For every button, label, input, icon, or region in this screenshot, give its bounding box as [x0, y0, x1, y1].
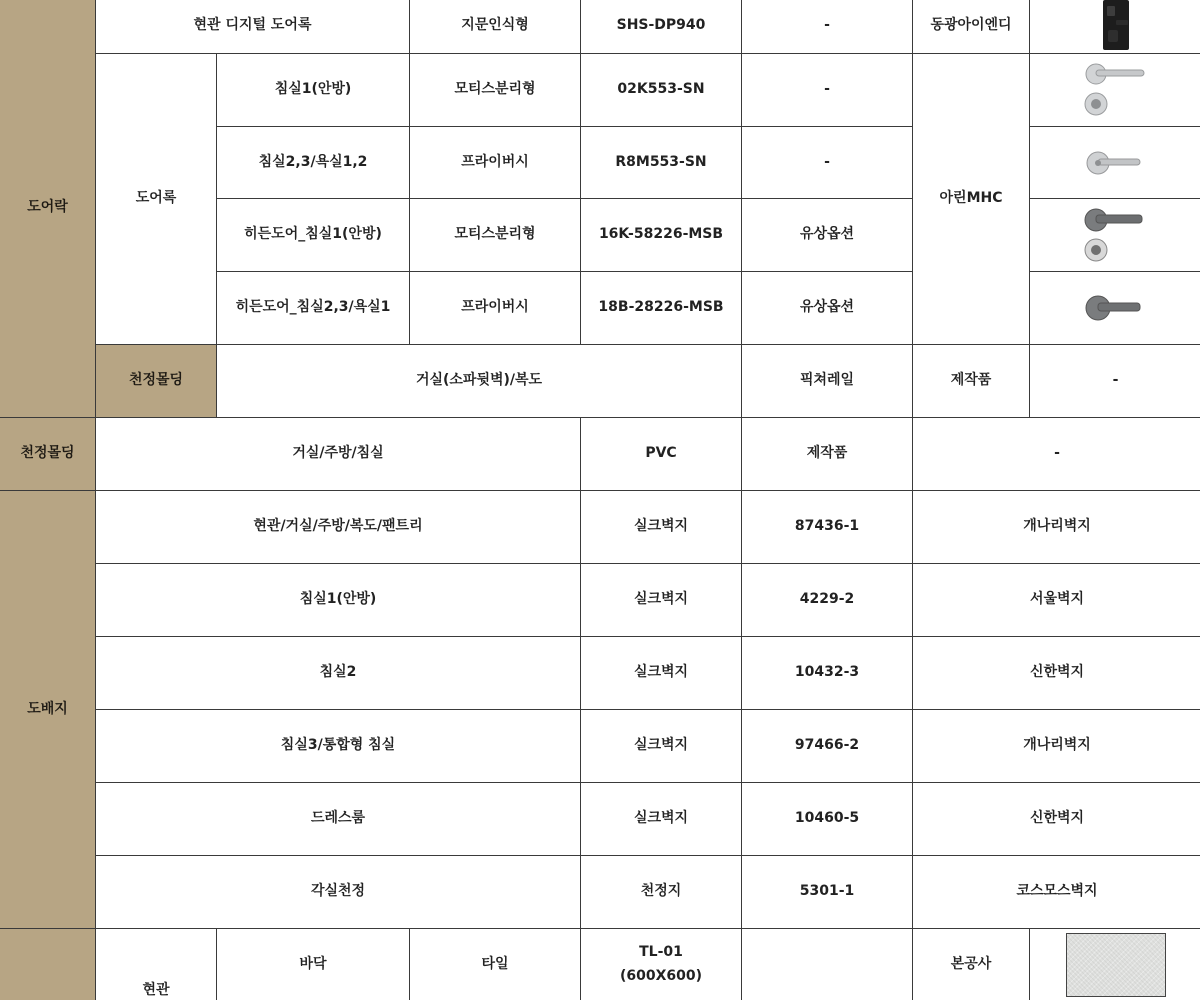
location-cell: 바닥 — [217, 929, 410, 1000]
note-cell — [742, 929, 913, 1000]
location-cell: 드레스룸 — [96, 783, 581, 856]
category-cell: 천정몰딩 — [0, 418, 96, 491]
type-cell: 타일 — [410, 929, 581, 1000]
maker-cell: 본공사 — [913, 929, 1030, 1000]
type-cell: 지문인식형 — [410, 0, 581, 54]
table-row — [0, 564, 1200, 637]
model-cell — [581, 929, 742, 1000]
location-cell: 침실1(안방) — [217, 54, 410, 127]
type-cell: 모티스분리형 — [410, 54, 581, 127]
table-row — [0, 856, 1200, 929]
category-cell: 도배지 — [0, 491, 96, 929]
model-cell: 10460-5 — [742, 783, 913, 856]
maker-cell: 신한벽지 — [913, 637, 1200, 710]
tile-swatch-image — [1066, 933, 1166, 997]
model-cell: 97466-2 — [742, 710, 913, 783]
type-cell: 프라이버시 — [410, 272, 581, 345]
digital-door-lock-image — [1096, 0, 1136, 52]
location-cell: 거실(소파뒷벽)/복도 — [217, 345, 742, 418]
note-cell: - — [742, 127, 913, 199]
model-cell: 87436-1 — [742, 491, 913, 564]
model-cell: 제작품 — [913, 345, 1030, 418]
dark-lever-handle-with-cylinder-image — [1076, 204, 1156, 266]
type-cell: 실크벽지 — [581, 783, 742, 856]
model-line: (600X600) — [619, 968, 703, 984]
lever-handle-with-cylinder-image — [1076, 60, 1156, 120]
type-cell: 실크벽지 — [581, 491, 742, 564]
maker-cell: 코스모스벽지 — [913, 856, 1200, 929]
category-cell: 천정몰딩 — [96, 345, 217, 418]
type-cell: PVC — [581, 418, 742, 491]
group-label: 현관 — [142, 982, 170, 999]
model-cell: 18B-28226-MSB — [581, 272, 742, 345]
location-cell: 침실1(안방) — [96, 564, 581, 637]
table-row — [0, 637, 1200, 710]
note-cell: 유상옵션 — [742, 199, 913, 272]
model-cell: 제작품 — [742, 418, 913, 491]
type-cell: 픽쳐레일 — [742, 345, 913, 418]
type-cell: 실크벽지 — [581, 564, 742, 637]
location-cell: 히든도어_침실2,3/욕실1 — [217, 272, 410, 345]
type-cell: 실크벽지 — [581, 710, 742, 783]
location-cell: 침실2,3/욕실1,2 — [217, 127, 410, 199]
note-cell: - — [742, 0, 913, 54]
location-cell: 침실2 — [96, 637, 581, 710]
image-cell — [1030, 929, 1200, 1000]
location-cell: 현관/거실/주방/복도/팬트리 — [96, 491, 581, 564]
model-cell: 5301-1 — [742, 856, 913, 929]
type-cell: 프라이버시 — [410, 127, 581, 199]
model-cell: 10432-3 — [742, 637, 913, 710]
maker-cell: 개나리벽지 — [913, 491, 1200, 564]
model-cell: 4229-2 — [742, 564, 913, 637]
type-cell: 모티스분리형 — [410, 199, 581, 272]
maker-cell: 아린MHC — [913, 54, 1030, 345]
image-cell — [1030, 127, 1200, 199]
location-cell: 거실/주방/침실 — [96, 418, 581, 491]
maker-cell: 신한벽지 — [913, 783, 1200, 856]
model-line: TL-01 — [639, 944, 683, 961]
type-cell: 천정지 — [581, 856, 742, 929]
table-row — [0, 783, 1200, 856]
location-cell: 히든도어_침실1(안방) — [217, 199, 410, 272]
note-cell: 유상옵션 — [742, 272, 913, 345]
group-cell: 도어록 — [96, 54, 217, 345]
location-cell: 각실천정 — [96, 856, 581, 929]
note-cell: - — [742, 54, 913, 127]
maker-cell: 개나리벽지 — [913, 710, 1200, 783]
image-cell — [1030, 199, 1200, 272]
table-row — [0, 345, 1200, 418]
type-cell: 실크벽지 — [581, 637, 742, 710]
table-row — [0, 491, 1200, 564]
location-cell: 침실3/통합형 침실 — [96, 710, 581, 783]
category-cell — [0, 929, 96, 1000]
dark-lever-handle-image — [1076, 288, 1156, 328]
model-cell: SHS-DP940 — [581, 0, 742, 54]
model-cell: 02K553-SN — [581, 54, 742, 127]
image-cell — [1030, 0, 1200, 54]
table-row — [0, 54, 1200, 127]
maker-cell: 동광아이엔디 — [913, 0, 1030, 54]
location-cell: 현관 디지털 도어록 — [96, 0, 410, 54]
model-cell: R8M553-SN — [581, 127, 742, 199]
maker-cell: 서울벽지 — [913, 564, 1200, 637]
image-cell — [1030, 54, 1200, 127]
image-cell — [1030, 272, 1200, 345]
group-cell — [96, 929, 217, 1000]
table-row — [0, 929, 1200, 1000]
table-row — [0, 710, 1200, 783]
maker-cell: - — [1030, 345, 1200, 418]
maker-cell: - — [913, 418, 1200, 491]
table-row — [0, 0, 1200, 54]
lever-handle-image — [1076, 143, 1156, 183]
model-cell: 16K-58226-MSB — [581, 199, 742, 272]
table-row — [0, 418, 1200, 491]
category-cell: 도어락 — [0, 0, 96, 418]
